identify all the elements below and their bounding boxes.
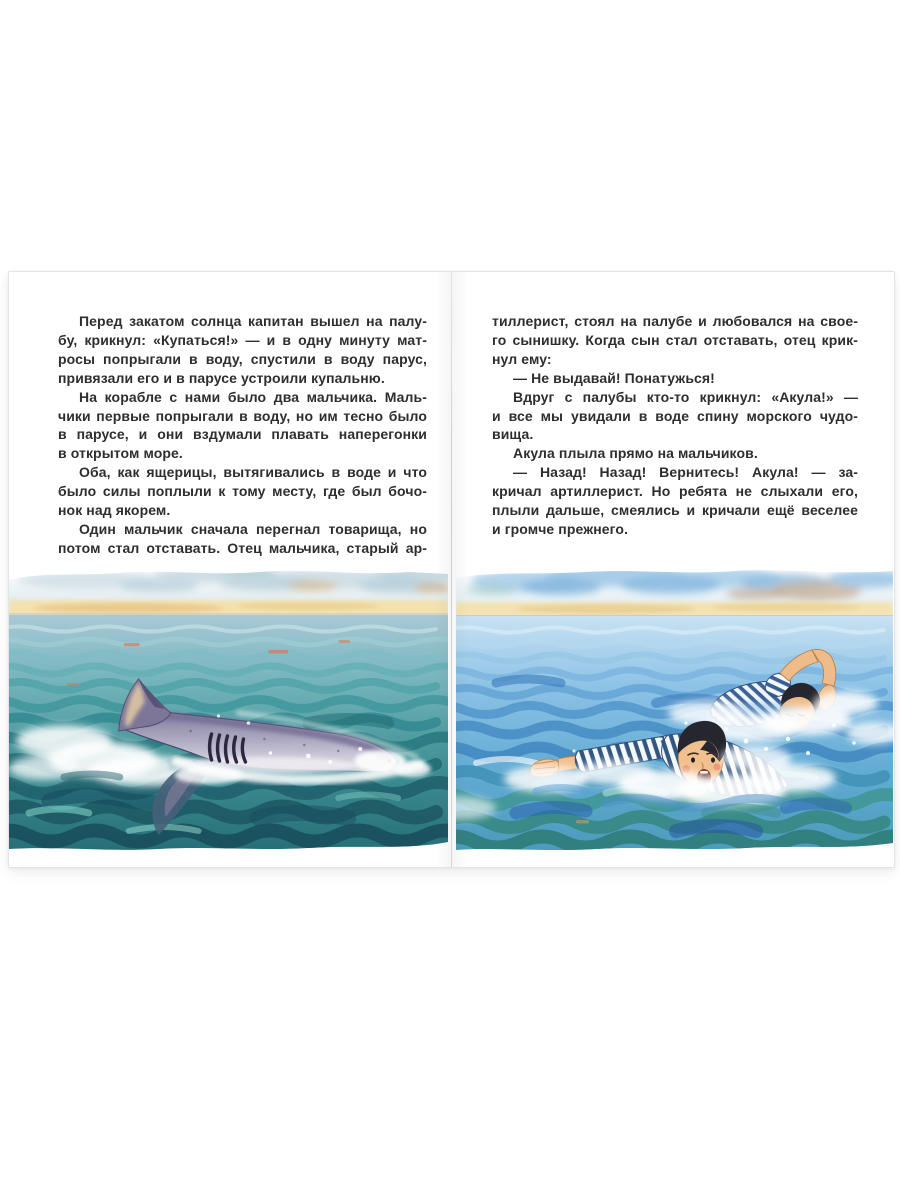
text-line: — Не выдавай! Понатужься!: [513, 369, 715, 386]
text-line: нул ему:: [492, 350, 552, 367]
illustration-swimmers: [456, 563, 893, 855]
text-line: Один мальчик сначала перегнал товарища, но: [79, 520, 427, 537]
left-text-block: [58, 312, 427, 558]
text-line: вища.: [492, 426, 534, 443]
text-line: и все мы увидали в воде спину морского чудо-: [492, 407, 858, 424]
horizon-glow: [9, 600, 448, 615]
page-right: [452, 272, 894, 867]
text-line: потом стал отставать. Отец мальчика, старый ар-: [58, 539, 427, 556]
book-spread: [8, 271, 895, 868]
text-line: Акула плыла прямо на мальчиков.: [513, 445, 758, 462]
page-gutter: [451, 272, 452, 867]
text-line: привязали его и в парусе устроили купальню.: [58, 369, 385, 386]
text-line: На корабле с нами было два мальчика. Маль-: [79, 388, 427, 405]
text-line: го сынишку. Когда сын стал отставать, отец крик-: [492, 331, 858, 348]
text-line: Перед закатом солнца капитан вышел на палу-: [79, 313, 427, 329]
text-line: было силы поплыли к тому месту, где был бочо-: [58, 483, 427, 500]
right-text-block: [492, 312, 858, 539]
text-line: росы попрыгали в воду, спустили в воду парус,: [58, 350, 427, 367]
page-left: [9, 272, 451, 867]
text-line: нок над якорем.: [58, 502, 171, 519]
text-line: в парусе, и они вздумали плавать наперегонки: [58, 426, 427, 443]
text-line: и громче прежнего.: [492, 520, 629, 537]
text-line: тиллерист, стоял на палубе и любовался на свое-: [492, 313, 858, 329]
text-line: бу, крикнул: «Купаться!» — и в одну минуту мат-: [58, 331, 427, 348]
text-line: — Назад! Назад! Вернитесь! Акула! — за-: [513, 464, 858, 481]
text-line: чики первые попрыгали в воду, но им тесно было: [58, 407, 427, 424]
text-line: в открытом море.: [58, 445, 183, 462]
text-line: Вдруг с палубы кто-то крикнул: «Акула!» —: [513, 388, 858, 405]
text-line: плыли дальше, смеялись и кричали ещё веселее: [492, 502, 858, 519]
text-line: Оба, как ящерицы, вытягивались в воде и что: [79, 464, 427, 481]
text-line: кричал артиллерист. Но ребята не слыхали его,: [492, 483, 858, 500]
illustration-shark: [9, 563, 448, 855]
horizon-glow: [456, 602, 893, 616]
